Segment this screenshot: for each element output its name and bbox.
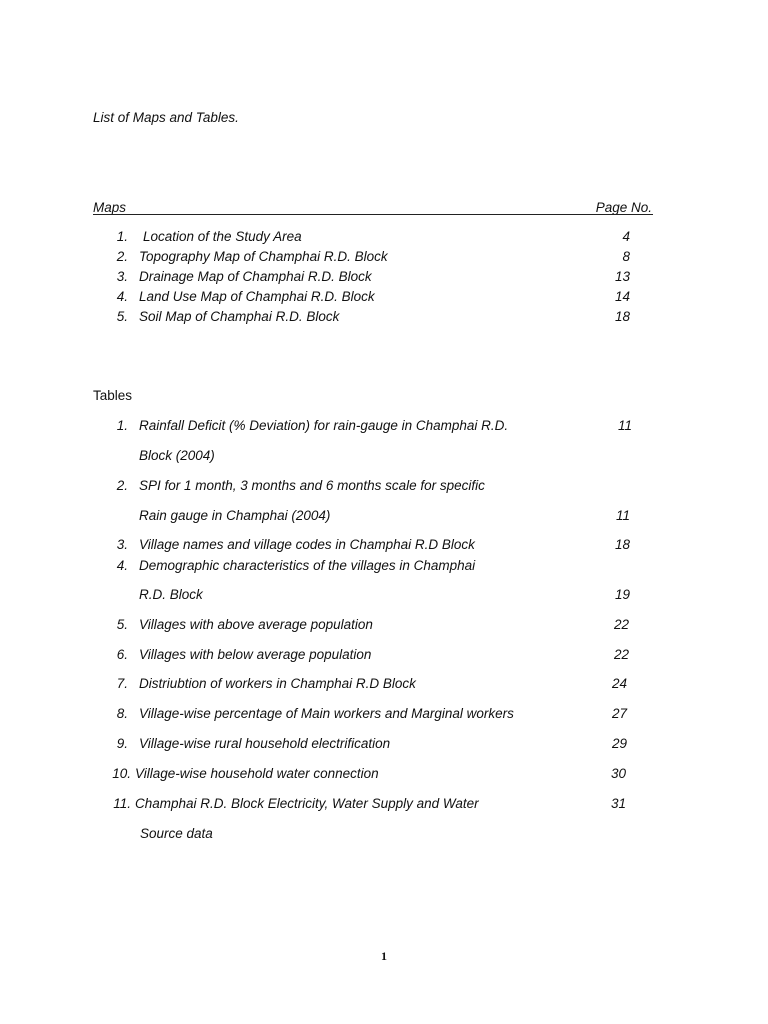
item-page: 11 (617, 418, 632, 433)
item-title: Village-wise rural household electrification (139, 736, 391, 751)
item-title: Topography Map of Champhai R.D. Block (139, 249, 388, 264)
item-title: Land Use Map of Champhai R.D. Block (139, 289, 375, 304)
item-title-continued: Block (2004) (139, 448, 215, 463)
item-page: 18 (614, 309, 630, 324)
item-title-continued: R.D. Block (139, 587, 203, 602)
item-number: 3. (116, 269, 128, 284)
item-title: Village-wise household water connection (135, 766, 379, 781)
item-title: Villages with above average population (139, 617, 373, 632)
item-title: Rainfall Deficit (% Deviation) for rain-gauge in Champhai R.D. (139, 418, 509, 433)
item-number: 4. (116, 289, 128, 304)
item-title: Location of the Study Area (143, 229, 302, 244)
item-page: 29 (611, 736, 627, 751)
item-title: Demographic characteristics of the villages in Champhai (139, 558, 476, 573)
page-number: 1 (381, 949, 387, 963)
item-page: 22 (613, 617, 629, 632)
item-title: Village names and village codes in Champhai R.D Block (139, 537, 475, 552)
page-no-header: Page No. (595, 200, 652, 215)
item-page: 31 (610, 796, 626, 811)
item-page: 8 (622, 249, 630, 264)
maps-header-underline (93, 214, 653, 215)
item-number: 1. (116, 229, 128, 244)
document-heading: List of Maps and Tables. (93, 110, 239, 125)
item-number: 5. (116, 309, 128, 324)
item-page: 24 (611, 676, 627, 691)
item-number: 6. (116, 647, 128, 662)
item-number: 10. (112, 766, 131, 781)
item-title: Drainage Map of Champhai R.D. Block (139, 269, 372, 284)
item-page: 22 (613, 647, 629, 662)
item-title-continued: Source data (140, 826, 213, 841)
item-number: 4. (116, 558, 128, 573)
item-page: 13 (614, 269, 630, 284)
item-page: 30 (610, 766, 626, 781)
item-number: 9. (116, 736, 128, 751)
item-page: 14 (614, 289, 630, 304)
item-page: 4 (622, 229, 630, 244)
item-number: 2. (116, 478, 128, 493)
item-number: 5. (116, 617, 128, 632)
item-title: Distriubtion of workers in Champhai R.D Block (139, 676, 416, 691)
item-page: 11 (615, 508, 630, 523)
item-title: Village-wise percentage of Main workers and Marginal workers (139, 706, 514, 721)
maps-section-label: Maps (93, 200, 127, 215)
item-number: 8. (116, 706, 128, 721)
item-number: 2. (116, 249, 128, 264)
item-title: Villages with below average population (139, 647, 372, 662)
item-page: 18 (614, 537, 630, 552)
item-number: 3. (116, 537, 128, 552)
item-title: Soil Map of Champhai R.D. Block (139, 309, 340, 324)
item-title: Champhai R.D. Block Electricity, Water Supply and Water (135, 796, 479, 811)
item-page: 27 (611, 706, 627, 721)
item-number: 1. (116, 418, 128, 433)
item-title-continued: Rain gauge in Champhai (2004) (139, 508, 331, 523)
item-number: 11. (113, 796, 131, 811)
tables-section-label: Tables (93, 388, 133, 403)
item-page: 19 (614, 587, 630, 602)
item-number: 7. (116, 676, 128, 691)
item-title: SPI for 1 month, 3 months and 6 months scale for specific (139, 478, 485, 493)
